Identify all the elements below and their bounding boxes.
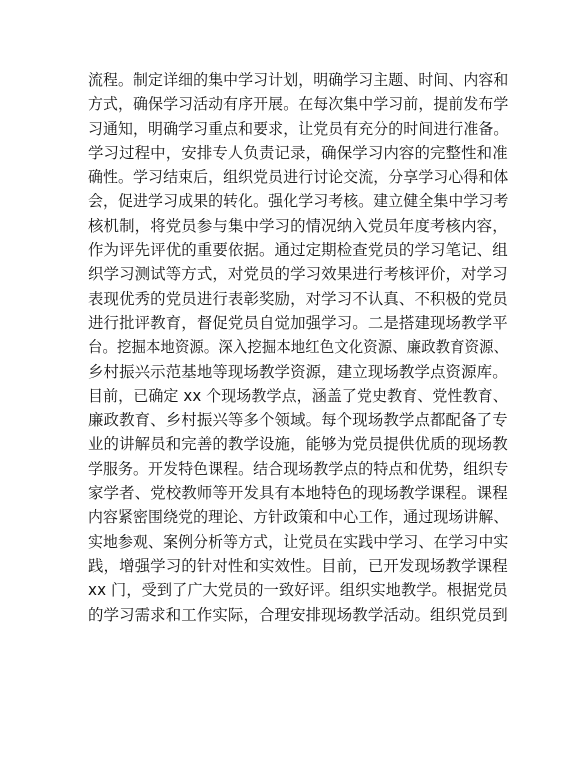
- text-line: 台。挖掘本地资源。深入挖掘本地红色文化资源、廉政教育资源、: [88, 338, 509, 357]
- text-line: 廉政教育、乡村振兴等多个领域。每个现场教学点都配备了专: [88, 411, 508, 430]
- text-line: 业的讲解员和完善的教学设施，能够为党员提供优质的现场教: [88, 435, 508, 454]
- text-line: 确性。学习结束后，组织党员进行讨论交流，分享学习心得和体: [88, 168, 509, 187]
- text-line: 目前，已确定 xx 个现场教学点，涵盖了党史教育、党性教育、: [88, 386, 508, 405]
- text-line: 表现优秀的党员进行表彰奖励，对学习不认真、不积极的党员: [88, 289, 508, 308]
- text-line: 核机制，将党员参与集中学习的情况纳入党员年度考核内容，: [88, 216, 508, 235]
- text-line: 流程。制定详细的集中学习计划，明确学习主题、时间、内容和: [88, 71, 509, 89]
- text-line: 践，增强学习的针对性和实效性。目前，已开发现场教学课程: [88, 556, 508, 575]
- text-line: 学服务。开发特色课程。结合现场教学点的特点和优势，组织专: [88, 459, 509, 478]
- text-line: xx 门，受到了广大党员的一致好评。组织实地教学。根据党员: [88, 581, 508, 600]
- text-line: 方式，确保学习活动有序开展。在每次集中学习前，提前发布学: [88, 95, 509, 114]
- text-line: 作为评先评优的重要依据。通过定期检查党员的学习笔记、组: [88, 241, 508, 260]
- text-line: 学习过程中，安排专人负责记录，确保学习内容的完整性和准: [88, 143, 508, 162]
- text-line: 乡村振兴示范基地等现场教学资源，建立现场教学点资源库。: [88, 362, 508, 381]
- text-line: 的学习需求和工作实际，合理安排现场教学活动。组织党员到: [88, 605, 508, 624]
- text-line: 家学者、党校教师等开发具有本地特色的现场教学课程。课程: [88, 484, 508, 503]
- text-line: 织学习测试等方式，对党员的学习效果进行考核评价，对学习: [88, 265, 508, 284]
- text-line: 内容紧密围绕党的理论、方针政策和中心工作，通过现场讲解、: [88, 508, 509, 527]
- text-line: 会，促进学习成果的转化。强化学习考核。建立健全集中学习考: [88, 192, 509, 211]
- text-line: 进行批评教育，督促党员自觉加强学习。二是搭建现场教学平: [88, 313, 508, 332]
- text-line: 习通知，明确学习重点和要求，让党员有充分的时间进行准备。: [88, 119, 509, 138]
- body-text: [88, 68, 508, 627]
- text-line: 实地参观、案例分析等方式，让党员在实践中学习、在学习中实: [88, 532, 509, 551]
